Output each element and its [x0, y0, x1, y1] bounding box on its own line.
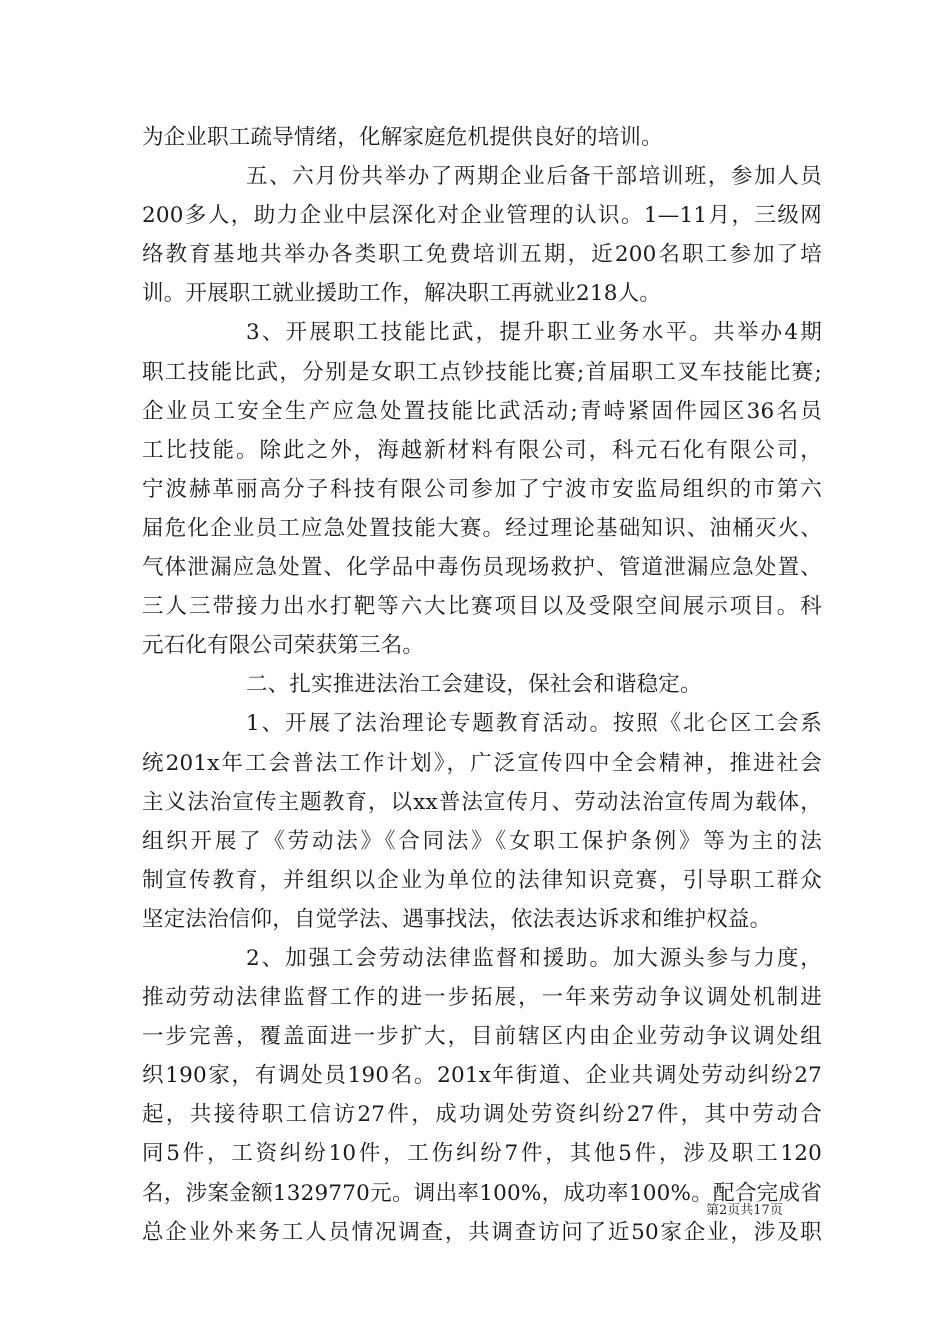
text-line: 企业员工安全生产应急处置技能比武活动;青峙紧固件园区36名员	[142, 398, 822, 424]
section-heading: 二、扎实推进法治工会建设，保社会和谐稳定。	[246, 672, 702, 698]
text-line: 制宣传教育，并组织以企业为单位的法律知识竞赛，引导职工群众	[142, 867, 822, 893]
paragraph-start-line: 五、六月份共举办了两期企业后备干部培训班，参加人员	[246, 164, 822, 190]
text-line: 络教育基地共举办各类职工免费培训五期，近200名职工参加了培	[142, 242, 822, 268]
text-line: 届危化企业员工应急处置技能大赛。经过理论基础知识、油桶灭火、	[142, 515, 822, 541]
page-number: 第2页共17页	[706, 1203, 783, 1218]
text-line: 元石化有限公司荣获第三名。	[142, 633, 425, 659]
text-line: 织190家，有调处员190名。201x年街道、企业共调处劳动纠纷27	[142, 1063, 822, 1089]
text-line: 宁波赫革丽高分子科技有限公司参加了宁波市安监局组织的市第六	[142, 476, 822, 502]
document-body	[142, 118, 822, 1252]
text-line: 统201x年工会普法工作计划》，广泛宣传四中全会精神，推进社会	[142, 750, 822, 776]
text-line: 三人三带接力出水打靶等六大比赛项目以及受限空间展示项目。科	[142, 594, 822, 620]
text-line: 200多人，助力企业中层深化对企业管理的认识。1—11月，三级网	[142, 203, 822, 229]
text-line: 职工技能比武，分别是女职工点钞技能比赛;首届职工叉车技能比赛;	[142, 359, 822, 385]
text-line: 主义法治宣传主题教育，以xx普法宣传月、劳动法治宣传周为载体，	[142, 789, 822, 815]
text-line: 名，涉案金额1329770元。调出率100%，成功率100%。配合完成省	[142, 1180, 822, 1206]
text-line: 同5件，工资纠纷10件，工伤纠纷7件，其他5件，涉及职工120	[142, 1141, 822, 1167]
text-line: 推动劳动法律监督工作的进一步拓展，一年来劳动争议调处机制进	[142, 985, 822, 1011]
text-line: 组织开展了《劳动法》《合同法》《女职工保护条例》等为主的法	[142, 828, 822, 854]
text-line: 坚定法治信仰，自觉学法、遇事找法，依法表达诉求和维护权益。	[142, 906, 772, 932]
text-line: 工比技能。除此之外，海越新材料有限公司，科元石化有限公司，	[142, 437, 822, 463]
paragraph-start-line: 3、开展职工技能比武，提升职工业务水平。共举办4期	[246, 320, 822, 346]
text-line: 起，共接待职工信访27件，成功调处劳资纠纷27件，其中劳动合	[142, 1102, 822, 1128]
paragraph-start-line: 2、加强工会劳动法律监督和援助。加大源头参与力度，	[246, 945, 822, 971]
text-line: 气体泄漏应急处置、化学品中毒伤员现场救护、管道泄漏应急处置、	[142, 555, 822, 581]
text-line: 为企业职工疏导情绪，化解家庭危机提供良好的培训。	[142, 125, 663, 150]
text-line: 总企业外来务工人员情况调查，共调查访问了近50家企业，涉及职	[142, 1219, 822, 1245]
text-line: 训。开展职工就业援助工作，解决职工再就业218人。	[142, 281, 662, 307]
text-line: 一步完善，覆盖面进一步扩大，目前辖区内由企业劳动争议调处组	[142, 1024, 822, 1050]
paragraph-start-line: 1、开展了法治理论专题教育活动。按照《北仑区工会系	[246, 711, 822, 737]
